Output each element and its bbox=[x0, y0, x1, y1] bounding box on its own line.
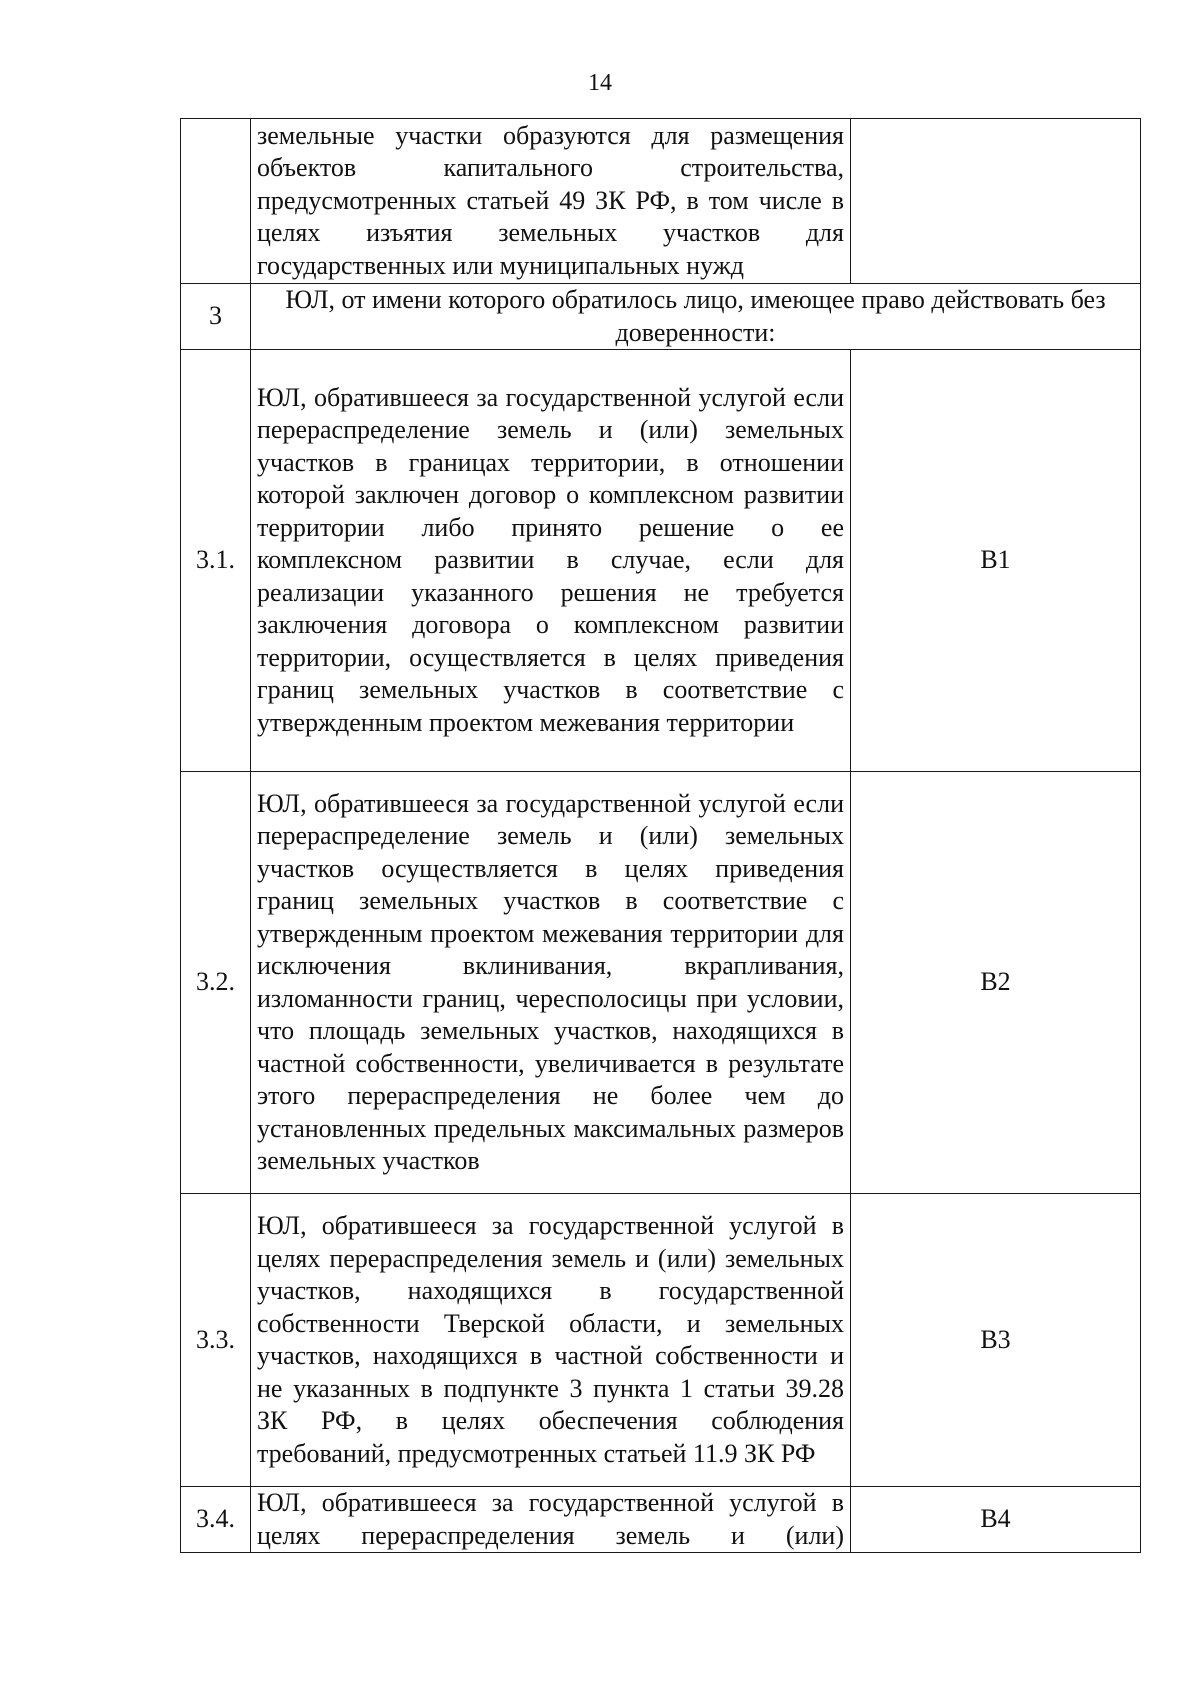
row-number: 3.2. bbox=[181, 772, 251, 1194]
row-description: ЮЛ, обратившееся за государственной услугой если перераспределение земель и (или) земельных участков осуществляется в целях приведения границ земельных участков в соответствие с утвержденным проектом межевания территории для исключения вклинивания, вкрапливания, изломанности границ, чересполосицы при условии, что площадь земельных участков, находящихся в частной собственности, увеличивается в результате этого перераспределения не более чем до установленных предельных максимальных размеров земельных участков bbox=[251, 772, 851, 1194]
table-row bbox=[181, 350, 1141, 772]
table-row bbox=[181, 772, 1141, 1194]
row-code: В3 bbox=[851, 1194, 1141, 1487]
row-number: 3 bbox=[181, 284, 251, 350]
section-heading: ЮЛ, от имени которого обратилось лицо, имеющее право действовать без доверенности: bbox=[251, 284, 1141, 350]
table-row bbox=[181, 119, 1141, 284]
row-description: ЮЛ, обратившееся за государственной услугой в целях перераспределения земель и (или) bbox=[251, 1487, 851, 1553]
row-code: В1 bbox=[851, 350, 1141, 772]
row-code: В2 bbox=[851, 772, 1141, 1194]
table-row bbox=[181, 1487, 1141, 1553]
row-number bbox=[181, 119, 251, 284]
row-description: ЮЛ, обратившееся за государственной услугой в целях перераспределения земель и (или) земельных участков, находящихся в государственной собственности Тверской области, и земельных участков, находящихся в частной собственности и не указанных в подпункте 3 пункта 1 статьи 39.28 ЗК РФ, в целях обеспечения соблюдения требований, предусмотренных статьей 11.9 ЗК РФ bbox=[251, 1194, 851, 1487]
row-number: 3.1. bbox=[181, 350, 251, 772]
row-number: 3.3. bbox=[181, 1194, 251, 1487]
row-number: 3.4. bbox=[181, 1487, 251, 1553]
row-code bbox=[851, 119, 1141, 284]
row-code: В4 bbox=[851, 1487, 1141, 1553]
row-description: земельные участки образуются для размещения объектов капитального строительства, предусмотренных статьей 49 ЗК РФ, в том числе в целях изъятия земельных участков для государственных или муниципальных нужд bbox=[251, 119, 851, 284]
page-number: 14 bbox=[588, 70, 612, 96]
row-description: ЮЛ, обратившееся за государственной услугой если перераспределение земель и (или) земельных участков в границах территории, в отношении которой заключен договор о комплексном развитии территории либо принято решение о ее комплексном развитии в случае, если для реализации указанного решения не требуется заключения договора о комплексном развитии территории, осуществляется в целях приведения границ земельных участков в соответствие с утвержденным проектом межевания территории bbox=[251, 350, 851, 772]
table-row bbox=[181, 284, 1141, 350]
table-row bbox=[181, 1194, 1141, 1487]
services-table bbox=[180, 118, 1141, 1553]
